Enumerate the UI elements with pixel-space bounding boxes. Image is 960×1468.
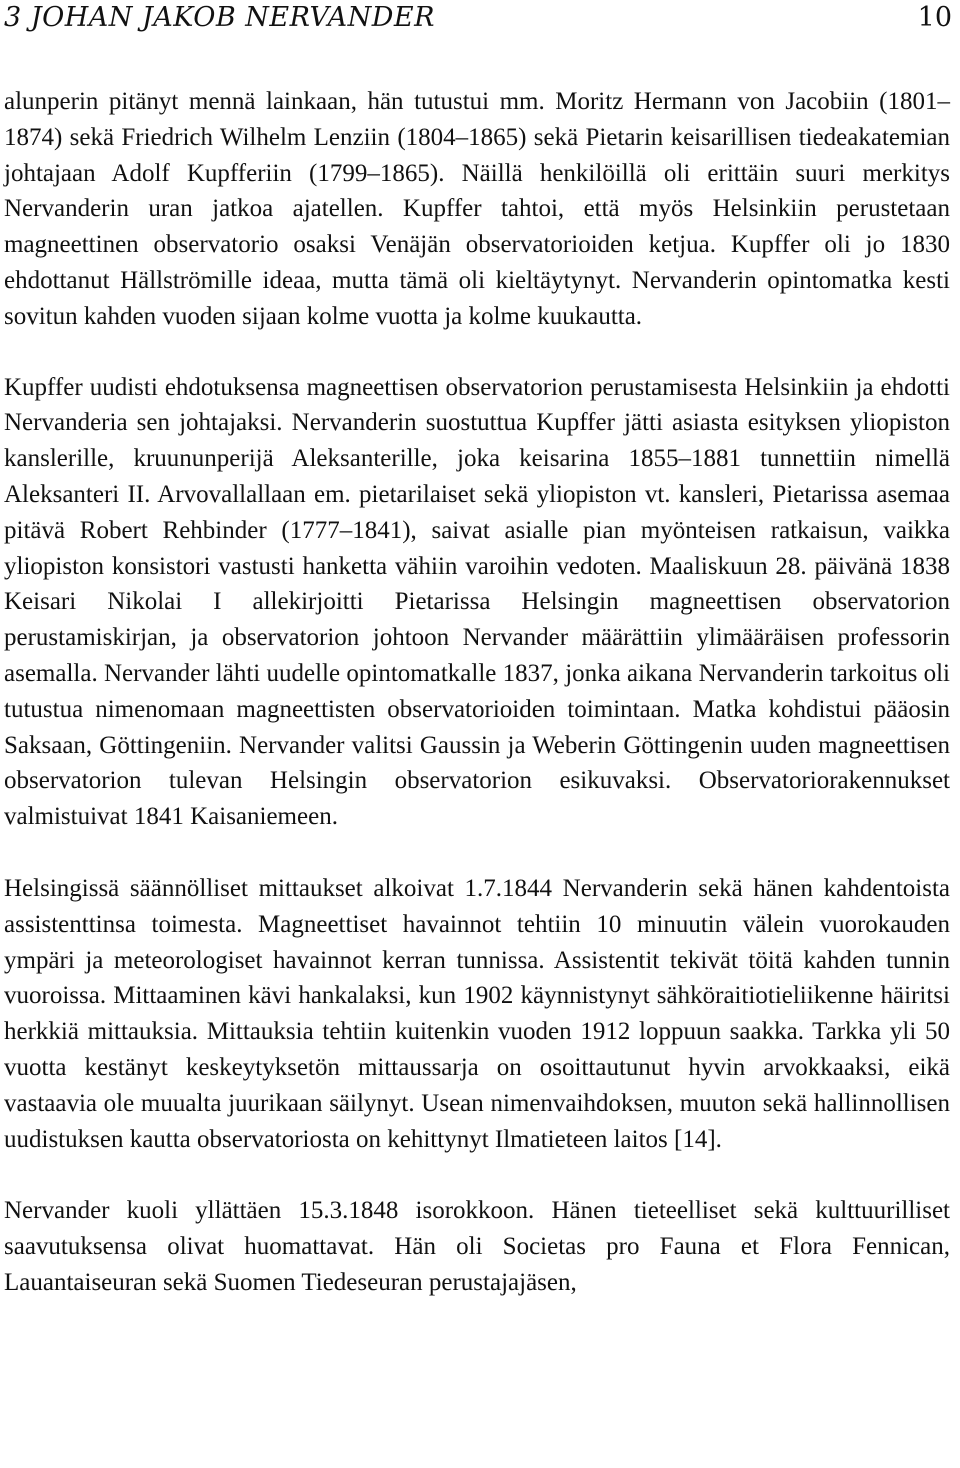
paragraph-3: Helsingissä säännölliset mittaukset alkoivat 1.7.1844 Nervanderin sekä hänen kahdentoista assistenttinsa toimesta. Magneettiset havainnot tehtiin 10 minuutin välein vuorokauden ympäri ja meteorologiset havainnot kerran tunnissa. Assistentit tekivät töitä kahden tunnin vuoroissa. Mittaaminen kävi hankalaksi, kun 1902 käynnistynyt sähköraitiotieliikenne häiritsi herkkiä mittauksia. Mittauksia tehtiin kuitenkin vuoden 1912 loppuun saakka. Tarkka yli 50 vuotta kestänyt keskeytyksetön mittaussarja on osoittautunut hyvin arvokkaaksi, eikä vastaavia ole muualta juurikaan säilynyt. Usean nimenvaihdoksen, muuton sekä hallinnollisen uudistuksen kautta observatoriosta on kehittynyt Ilmatieteen laitos [14].	[4, 874, 950, 1153]
document-body	[4, 84, 950, 1301]
chapter-title: 3 JOHAN JAKOB NERVANDER	[4, 2, 435, 33]
paragraph-2: Kupffer uudisti ehdotuksensa magneettisen observatorion perustamisesta Helsinkiin ja ehdotti Nervanderia sen johtajaksi. Nervanderin suostuttua Kupffer jätti asiasta esityksen yliopiston kanslerille, kruununperijä Aleksanterille, joka keisarina 1855–1881 tunnettiin nimellä Aleksanteri II. Arvovallallaan em. pietarilaiset sekä yliopiston vt. kansleri, Pietarissa asemaa pitävä Robert Rehbinder (1777–1841), saivat asialle pian myönteisen ratkaisun, vaikka yliopiston konsistori vastusti hanketta vähiin varoihin vedoten. Maaliskuun 28. päivänä 1838 Keisari Nikolai I allekirjoitti Pietarissa Helsingin magneettisen observatorion perustamiskirjan, ja observatorion johtoon Nervander määrättiin ylimääräisen professorin asemalla. Nervander lähti uudelle opintomatkalle 1837, jonka aikana Nervanderin tarkoitus oli tutustua nimenomaan magneettisten observatorioiden toimintaan. Matka kohdistui pääosin Saksaan, Göttingeniin. Nervander valitsi Gaussin ja Weberin Göttingenin uuden magneettisen observatorion tulevan Helsingin observatorion esikuvaksi. Observatoriorakennukset valmistuivat 1841 Kaisaniemeen.	[4, 373, 950, 831]
paragraph-1: alunperin pitänyt mennä lainkaan, hän tutustui mm. Moritz Hermann von Jacobiin (1801–1874) sekä Friedrich Wilhelm Lenziin (1804–1865) sekä Pietarin keisarillisen tiedeakatemian johtajaan Adolf Kupfferiin (1799–1865). Näillä henkilöillä oli erittäin suuri merkitys Nervanderin uran jatkoa ajatellen. Kupffer tahtoi, että myös Helsinkiin perustetaan magneettinen observatorio osaksi Venäjän observatorioiden ketjua. Kupffer oli jo 1830 ehdottanut Hällströmille ideaa, mutta tämä oli kieltäytynyt. Nervanderin opintomatka kesti sovitun kahden vuoden sijaan kolme vuotta ja kolme kuukautta.	[4, 88, 950, 330]
running-header	[4, 0, 952, 40]
paragraph-4: Nervander kuoli yllättäen 15.3.1848 isorokkoon. Hänen tieteelliset sekä kulttuurilliset saavutuksensa olivat huomattavat. Hän oli Societas pro Fauna et Flora Fennican, Lauantaiseuran sekä Suomen Tiedeseuran perustajajäsen,	[4, 1197, 950, 1296]
page-number: 10	[917, 2, 952, 33]
